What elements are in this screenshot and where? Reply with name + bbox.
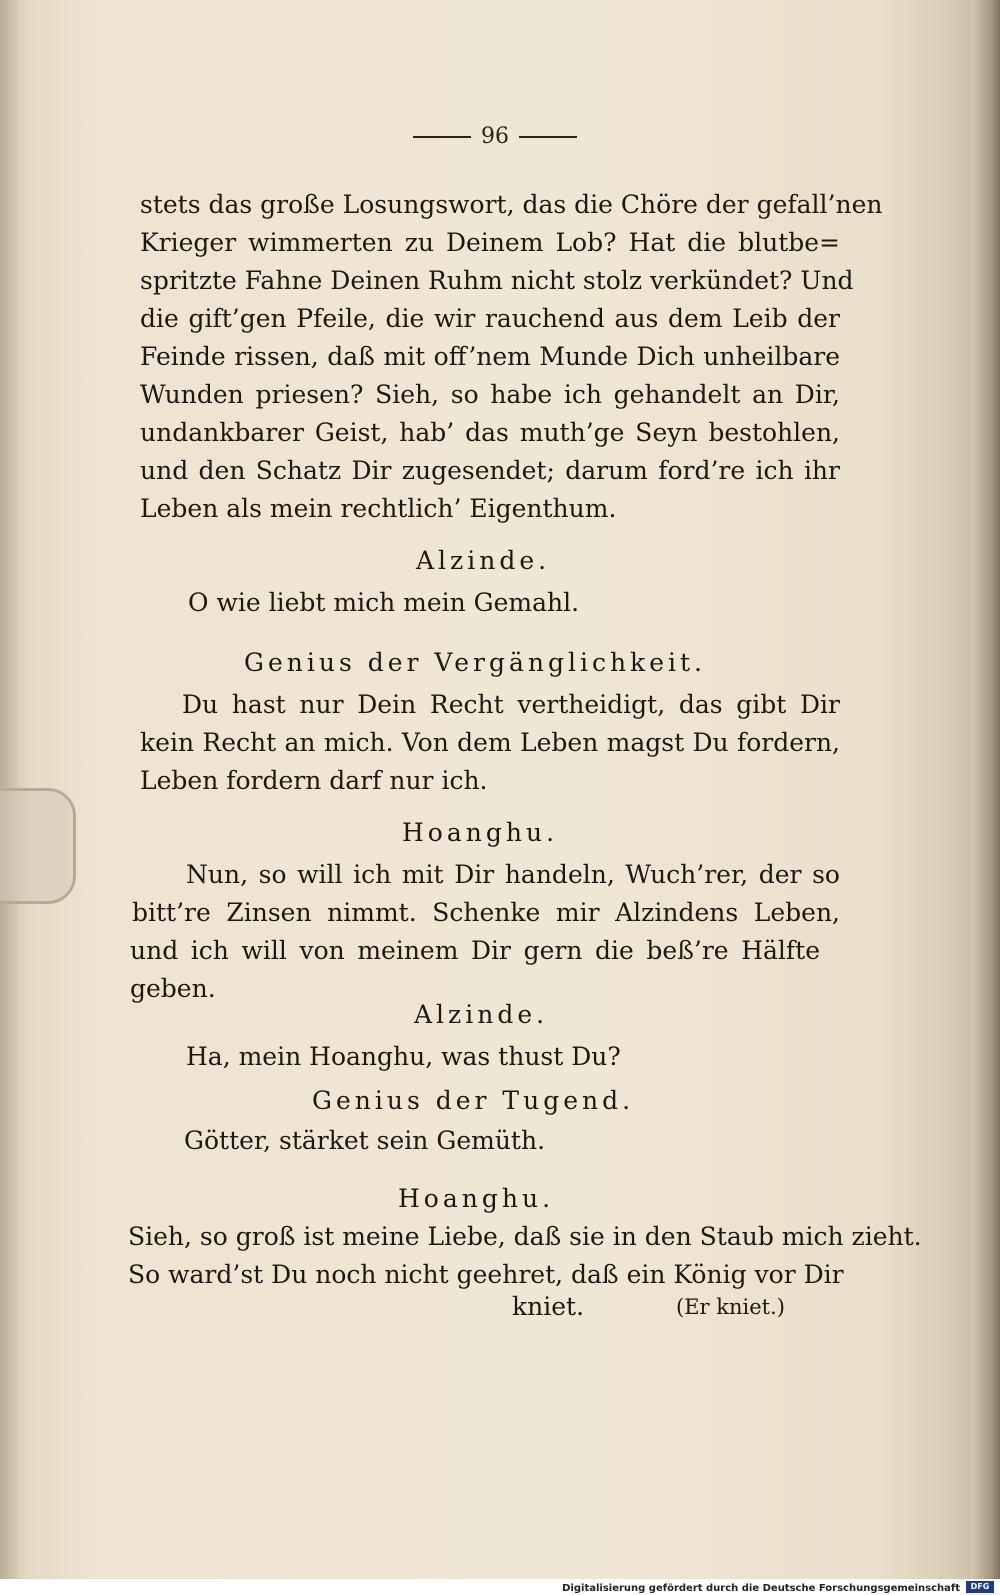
speech-line: Leben fordern darf nur ich.	[140, 766, 488, 795]
speaker-name: Alzinde.	[416, 546, 551, 575]
text-line: Krieger wimmerten zu Deinem Lob? Hat die blutbe=	[140, 228, 840, 257]
text-line: und den Schatz Dir zugesendet; darum ford’re ich ihr	[140, 456, 840, 485]
speech-line: Götter, stärket sein Gemüth.	[184, 1126, 546, 1155]
text-line: Wunden priesen? Sieh, so habe ich gehandelt an Dir,	[140, 380, 840, 409]
header-rule-right	[519, 136, 577, 138]
speech-line: kein Recht an mich. Von dem Leben magst Du fordern,	[140, 728, 840, 757]
footer-bar	[0, 1579, 1000, 1595]
text-line: die gift’gen Pfeile, die wir rauchend aus dem Leib der	[140, 304, 840, 333]
speech-line: So ward’st Du noch nicht geehret, daß ein König vor Dir	[128, 1260, 844, 1289]
speech-line: Du hast nur Dein Recht vertheidigt, das gibt Dir	[182, 690, 840, 719]
page-edge-right	[970, 0, 1000, 1580]
text-line: Feinde rissen, daß mit off’nem Munde Dich unheilbare	[140, 342, 840, 371]
page-header	[380, 124, 610, 149]
speaker-name: Genius der Vergänglichkeit.	[244, 648, 706, 677]
page-number: 96	[481, 124, 509, 149]
speaker-name: Hoanghu.	[402, 818, 559, 847]
speech-line: Ha, mein Hoanghu, was thust Du?	[186, 1042, 621, 1071]
speech-line: Sieh, so groß ist meine Liebe, daß sie in den Staub mich zieht.	[128, 1222, 922, 1251]
speech-line: kniet.	[512, 1292, 585, 1321]
header-rule-left	[413, 136, 471, 138]
speech-line: und ich will von meinem Dir gern die beß’re Hälfte	[130, 936, 820, 965]
speaker-name: Hoanghu.	[398, 1184, 555, 1213]
speech-line: Nun, so will ich mit Dir handeln, Wuch’rer, der so	[186, 860, 840, 889]
speech-line: bitt’re Zinsen nimmt. Schenke mir Alzindens Leben,	[132, 898, 840, 927]
speech-line: geben.	[130, 974, 216, 1003]
speech-line: O wie liebt mich mein Gemahl.	[188, 588, 580, 617]
speaker-name: Genius der Tugend.	[312, 1086, 635, 1115]
dfg-logo: DFG	[966, 1581, 994, 1593]
text-line: Leben als mein rechtlich’ Eigenthum.	[140, 494, 617, 523]
footer-credit: Digitalisierung gefördert durch die Deutsche Forschungsgemeinschaft	[562, 1583, 960, 1594]
page-clip	[0, 788, 76, 904]
stage-direction: (Er kniet.)	[676, 1295, 785, 1319]
speaker-name: Alzinde.	[414, 1000, 549, 1029]
text-line: stets das große Losungswort, das die Chöre der gefall’nen	[140, 190, 883, 219]
text-line: undankbarer Geist, hab’ das muth’ge Seyn bestohlen,	[140, 418, 840, 447]
text-line: spritzte Fahne Deinen Ruhm nicht stolz verkündet? Und	[140, 266, 854, 295]
